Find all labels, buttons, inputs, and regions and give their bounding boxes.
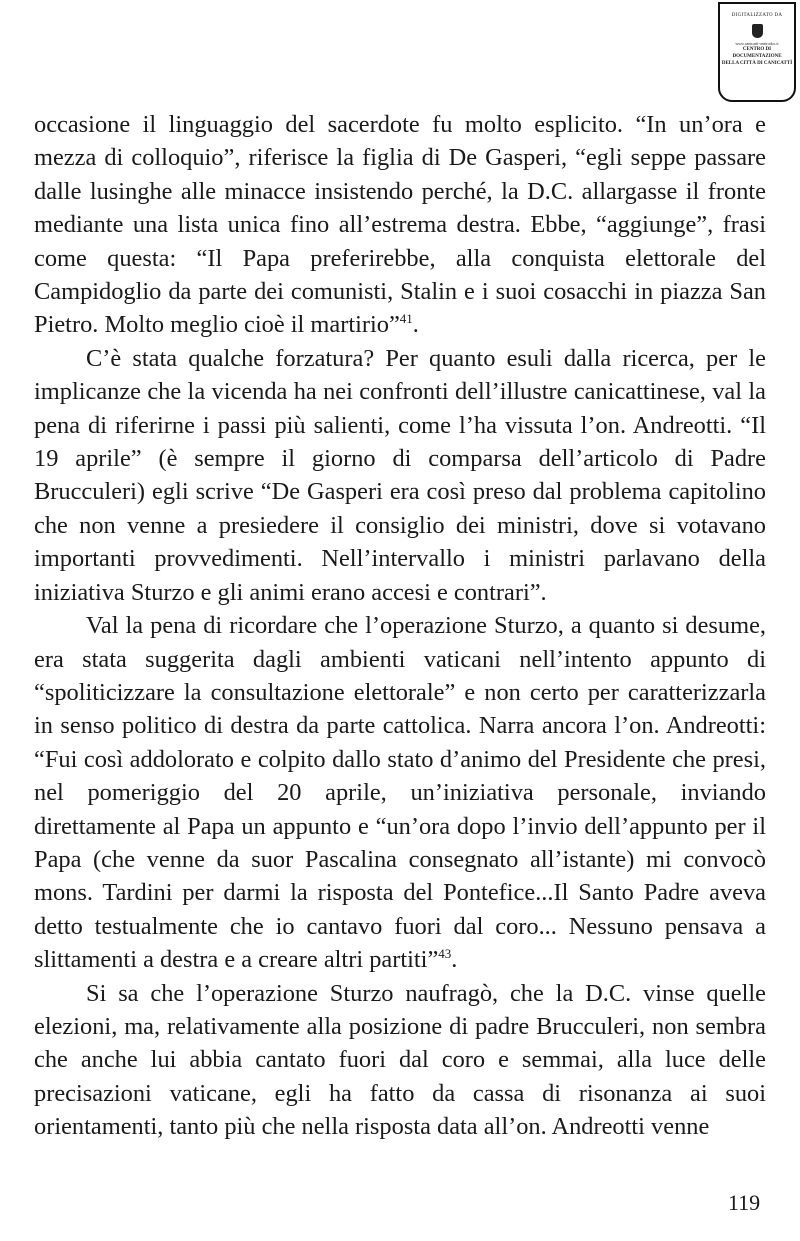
stamp-line-2: DELLA CITTÀ DI CANICATTÌ [721,61,793,66]
paragraph-3 [34,609,766,976]
paragraph-1-text: occasione il linguaggio del sacerdote fu molto esplicito. “In un’ora e mezza di colloquio”, riferisce la figlia di De Gasperi, “egli seppe passare dalle lusinghe alle minacce insistendo perché, la D.C. allargasse il fronte mediante una lista unica fino all’estrema destra. Ebbe, “aggiunge”, frasi come questa: “Il Papa preferirebbe, alla conquista elettorale del Campidoglio da parte dei comunisti, Stalin e i suoi cosacchi in piazza San Pietro. Molto meglio cioè il martirio” [34,111,766,339]
body-text [34,108,766,1144]
stamp-header: DIGITALIZZATO DA [731,13,783,18]
paragraph-3-text: Val la pena di ricordare che l’operazione Sturzo, a quanto si desume, era stata suggerita dagli ambienti vaticani nell’intento appunto di “spoliticizzare la consultazione elettorale” e non certo per caratterizzarla in senso politico di destra da parte cattolica. Narra ancora l’on. Andreotti: “Fui così addolorato e colpito dallo stato d’animo del Presidente che presi, nel pomeriggio del 20 aprile, un’iniziativa personale, inviando direttamente al Papa un appunto e “un’ora dopo l’invio dell’appunto per il Papa (che venne da suor Pascalina consegnato all’istante) mi convocò mons. Tardini per darmi la risposta del Pontefice...Il Santo Padre aveva detto testualmente che io cantavo fuori dal coro... Nessuno pensava a slittamenti a destra e a creare altri partiti” [34,612,766,974]
paragraph-4 [34,977,766,1144]
page-number: 119 [728,1190,761,1215]
paragraph-2-text: C’è stata qualche forzatura? Per quanto esuli dalla ricerca, per le implicanze che la vicenda ha nei confronti dell’illustre canicattinese, val la pena di riferirne i passi più salienti, come l’ha vissuta l’on. Andreotti. “Il 19 aprile” (è sempre il giorno di comparsa dell’articolo di Padre Brucculeri) egli scrive “De Gasperi era così preso dal problema capitolino che non venne a presiedere il consiglio dei ministri, dove si votavano importanti provvedimenti. Nell’intervallo i ministri parlavano della iniziativa Sturzo e gli animi erano accesi e contrari”. [34,344,766,606]
footnote-ref-43: 43 [438,946,452,962]
footnote-ref-41: 41 [399,311,413,327]
paragraph-1 [34,108,766,342]
paragraph-2 [34,342,766,609]
stamp-url: www.canicatti-centrodoc.it [735,41,779,46]
paragraph-4-text: Si sa che l’operazione Sturzo naufragò, che la D.C. vinse quelle elezioni, ma, relativamente alla posizione di padre Brucculeri, non sembra che anche lui abbia cantato fuori dal coro e semmai, alla luce delle precisazioni vaticane, egli ha fatto da cassa di risonanza ai suoi orientamenti, tanto più che nella risposta data all’on. Andreotti venne [34,979,766,1141]
paragraph-3-end: . [451,946,458,974]
stamp-line-1: CENTRO DI DOCUMENTAZIONE [732,47,782,59]
digitization-stamp [718,2,796,102]
city-crest-icon [752,24,763,38]
paragraph-1-end: . [412,311,419,339]
